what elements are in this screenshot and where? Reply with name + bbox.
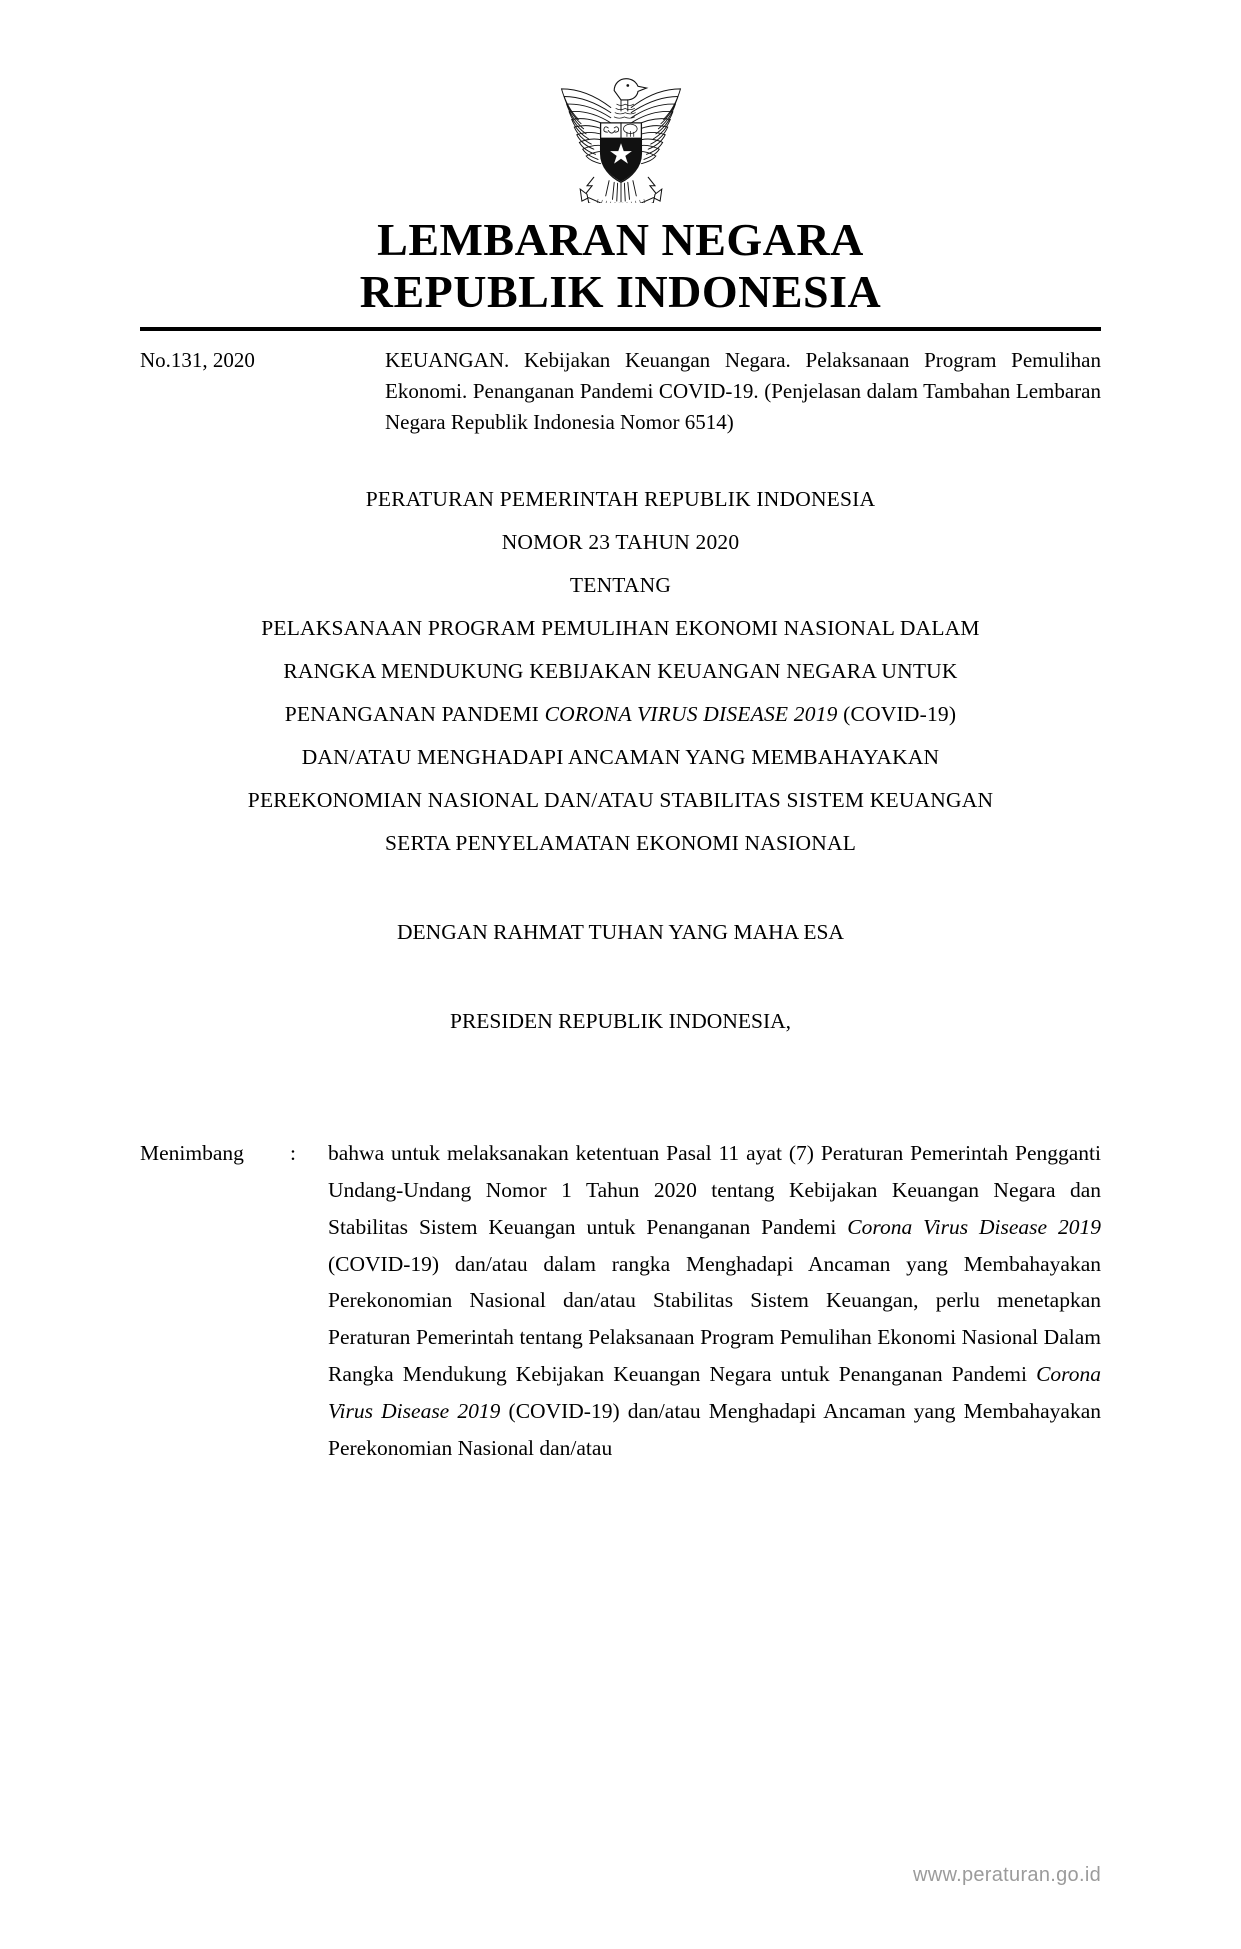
considerations-label: Menimbang (140, 1140, 244, 1165)
title-line-6-post: (COVID-19) (837, 701, 957, 726)
enacting-authority-line: PRESIDEN REPUBLIK INDONESIA, (449, 1008, 792, 1033)
considerations-body (328, 1135, 1101, 1468)
title-line-6-pre: PENANGANAN PANDEMI (284, 701, 545, 726)
footer-source-url: www.peraturan.go.id (912, 1864, 1101, 1886)
considerations-body-part-3: (COVID-19) dan/atau Menghadapi Ancaman yang Membahayakan Perekonomian Nasional dan/atau (328, 1399, 1101, 1461)
garuda-pancasila-emblem (536, 58, 706, 203)
title-line-5: RANGKA MENDUKUNG KEBIJAKAN KEUANGAN NEGARA UNTUK (283, 658, 958, 683)
emblem-container (140, 0, 1101, 208)
gazette-number: No.131, 2020 (140, 348, 255, 373)
title-line-6-italic: CORONA VIRUS DISEASE 2019 (544, 701, 838, 726)
title-line-about: TENTANG (569, 572, 672, 597)
masthead-line-1: LEMBARAN NEGARA (377, 214, 864, 265)
regulation-title-block (140, 478, 1101, 865)
masthead-line-2: REPUBLIK INDONESIA (359, 265, 882, 317)
title-line-6 (140, 693, 1101, 736)
considerations-body-italic-2: Corona Virus Disease 2019 (328, 1362, 1101, 1424)
considerations-colon: : (290, 1140, 296, 1165)
considerations-body-italic-1: Corona Virus Disease 2019 (847, 1214, 1101, 1239)
title-line-8: PEREKONOMIAN NASIONAL DAN/ATAU STABILITAS SISTEM KEUANGAN (247, 787, 994, 812)
blessing-block (140, 911, 1101, 1043)
title-line-number: NOMOR 23 TAHUN 2020 (501, 529, 740, 554)
header-divider (140, 327, 1101, 331)
considerations-body-part-1: bahwa untuk melaksanakan ketentuan Pasal 11 ayat (7) Peraturan Pemerintah Pengganti Undang-Undang Nomor 1 Tahun 2020 tentang Kebijakan Keuangan Negara dan Stabilitas Sistem Keuangan untuk Penanganan Pandemi (328, 1140, 1101, 1239)
considerations-section (140, 1135, 1101, 1468)
subject-keywords: KEUANGAN. Kebijakan Keuangan Negara. Pelaksanaan Program Pemulihan Ekonomi. Penanganan Pandemi COVID-19. (Penjelasan dalam Tambahan Lembaran Negara Republik Indonesia Nomor 6514) (385, 348, 1101, 434)
blessing-line: DENGAN RAHMAT TUHAN YANG MAHA ESA (397, 919, 844, 944)
blessing-spacer (140, 954, 1101, 1000)
title-line-authority: PERATURAN PEMERINTAH REPUBLIK INDONESIA (365, 486, 876, 511)
considerations-body-part-2: (COVID-19) dan/atau dalam rangka Menghadapi Ancaman yang Membahayakan Perekonomian Nasional dan/atau Stabilitas Sistem Keuangan, perlu menetapkan Peraturan Pemerintah tentang Pelaksanaan Program Pemulihan Ekonomi Nasional Dalam Rangka Mendukung Kebijakan Keuangan Negara untuk Penanganan Pandemi (328, 1251, 1101, 1387)
title-line-7: DAN/ATAU MENGHADAPI ANCAMAN YANG MEMBAHAYAKAN (301, 744, 940, 769)
title-line-9: SERTA PENYELAMATAN EKONOMI NASIONAL (384, 830, 857, 855)
title-line-4: PELAKSANAAN PROGRAM PEMULIHAN EKONOMI NASIONAL DALAM (261, 615, 980, 640)
subject-block (140, 345, 1101, 438)
masthead (140, 214, 1101, 317)
